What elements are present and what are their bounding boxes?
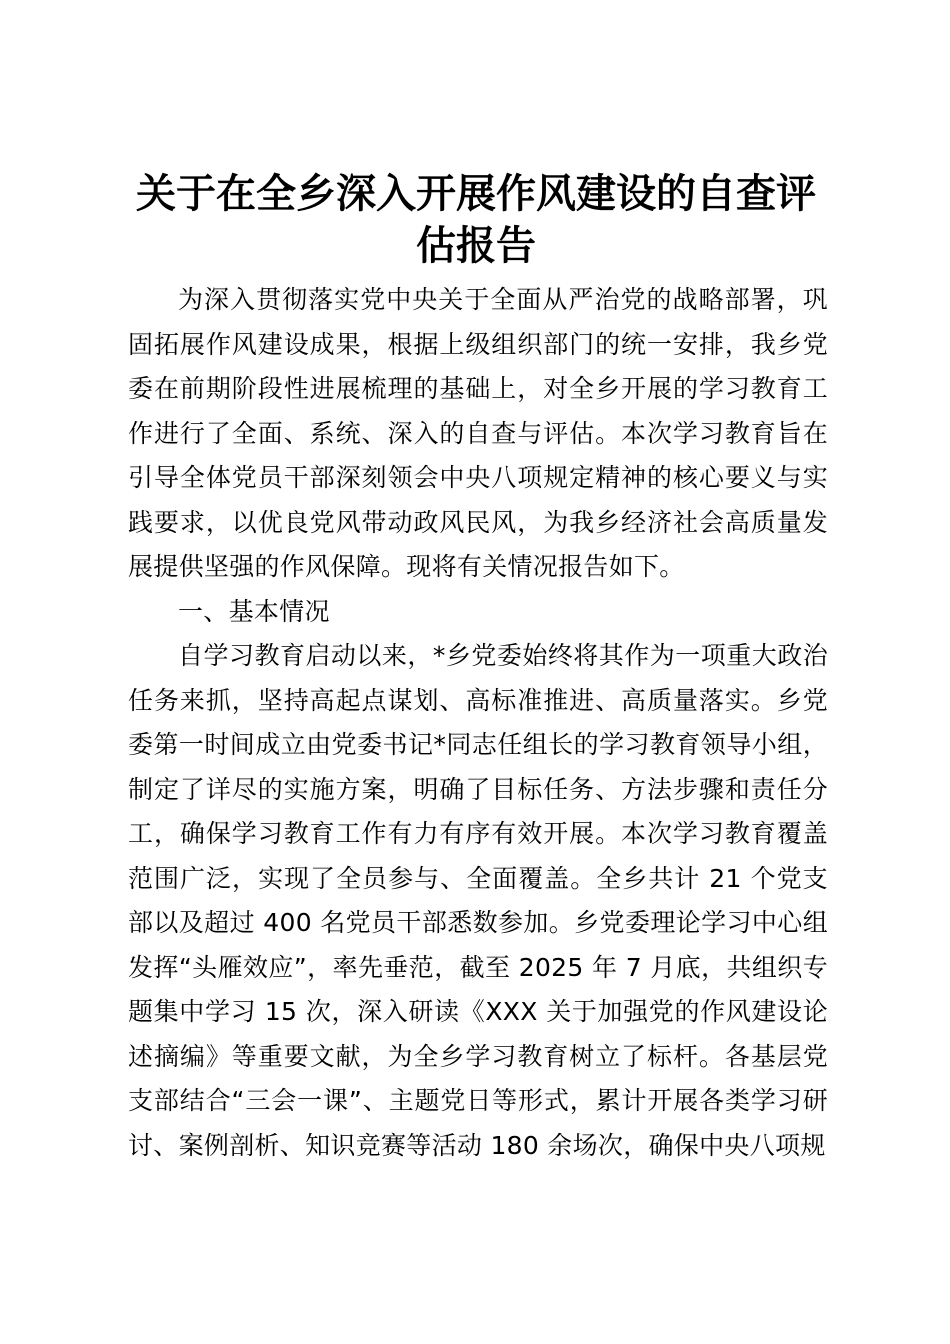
section-heading-basic-situation: 一、基本情况 <box>178 596 330 626</box>
document-title: 关于在全乡深入开展作风建设的自查评估报告 <box>136 171 816 269</box>
document-body <box>128 278 828 1168</box>
intro-paragraph: 为深入贯彻落实党中央关于全面从严治党的战略部署，巩固拓展作风建设成果，根据上级组织部门的统一安排，我乡党委在前期阶段性进展梳理的基础上，对全乡开展的学习教育工作进行了全面、系统、深入的自查与评估。本次学习教育旨在引导全体党员干部深刻领会中央八项规定精神的核心要义与实践要求，以优良党风带动政风民风，为我乡经济社会高质量发展提供坚强的作风保障。现将有关情况报告如下。 <box>128 285 828 581</box>
basic-situation-paragraph: 自学习教育启动以来，*乡党委始终将其作为一项重大政治任务来抓，坚持高起点谋划、高标准推进、高质量落实。乡党委第一时间成立由党委书记*同志任组长的学习教育领导小组，制定了详尽的实施方案，明确了目标任务、方法步骤和责任分工，确保学习教育工作有力有序有效开展。本次学习教育覆盖范围广泛，实现了全员参与、全面覆盖。全乡共计 21 个党支部以及超过 400 名党员干部悉数参加。乡党委理论学习中心组发挥“头雁效应”，率先垂范，截至 2025 年 7 月底，共组织专题集中学习 15 次，深入研读《XXX 关于加强党的作风建设论述摘编》等重要文献，为全乡学习教育树立了标杆。各基层党支部结合“三会一课”、主题党日等形式，累计开展各类学习研讨、案例剖析、知识竞赛等活动 180 余场次，确保中央八项规 <box>128 641 828 1160</box>
